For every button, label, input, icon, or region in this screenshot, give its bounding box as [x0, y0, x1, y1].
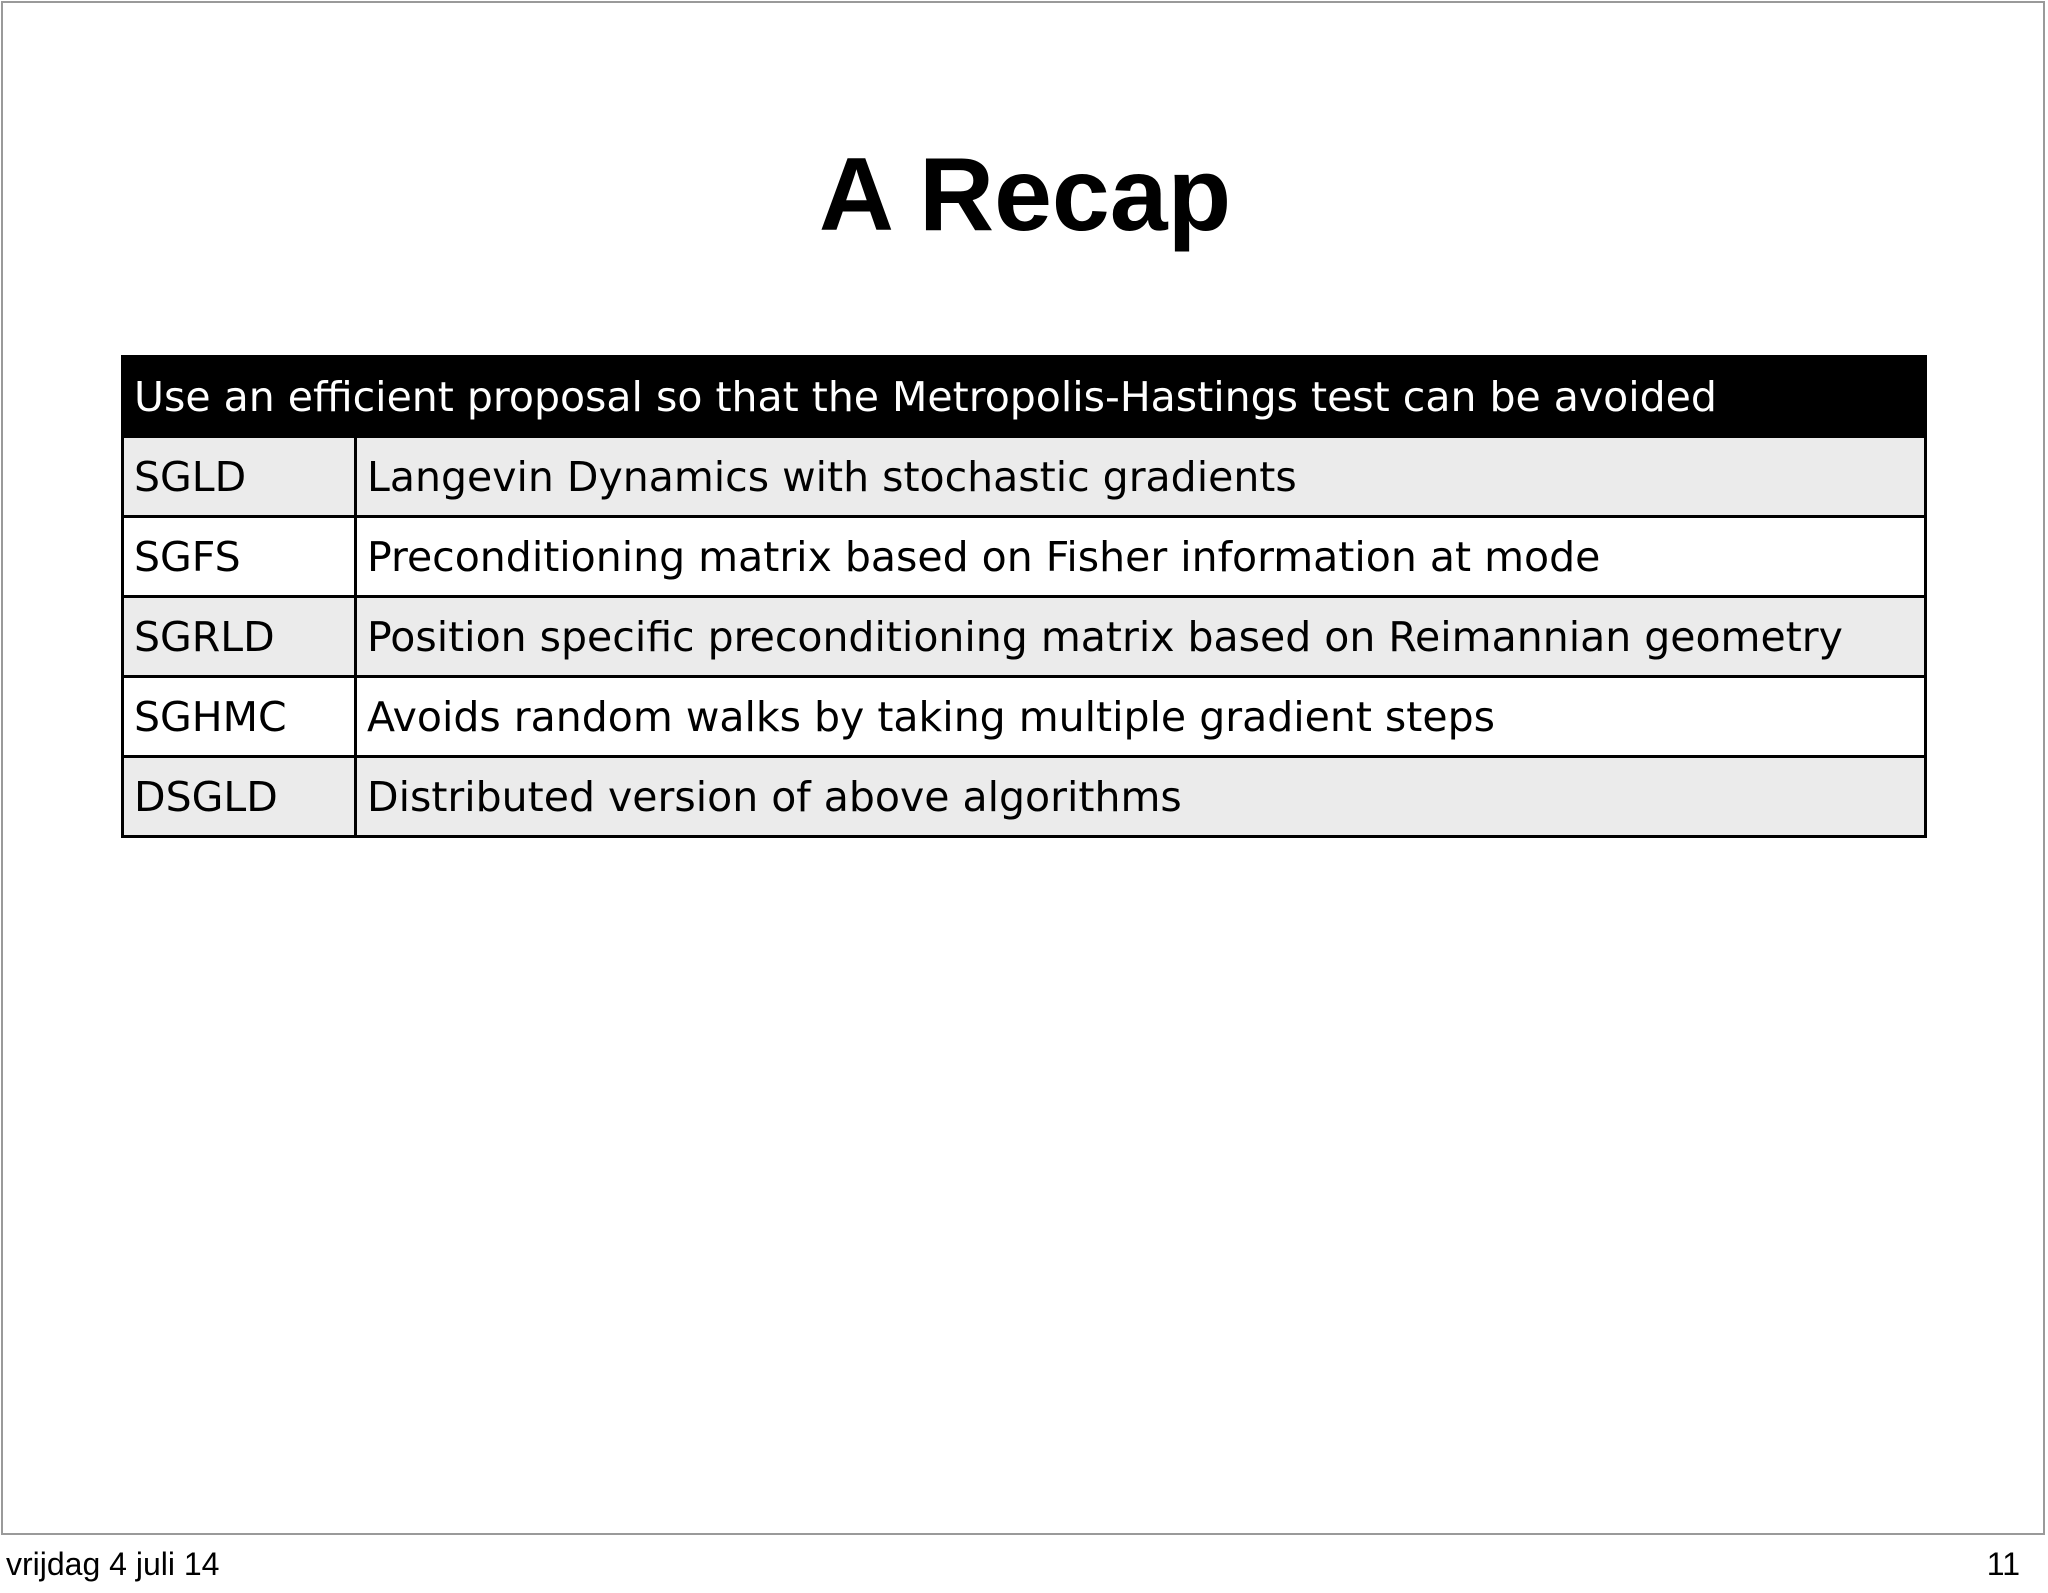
- table-row: [123, 437, 1926, 517]
- algorithm-description: Avoids random walks by taking multiple gradient steps: [356, 677, 1926, 757]
- slide: [1, 1, 2045, 1535]
- table-header: Use an efficient proposal so that the Metropolis-Hastings test can be avoided: [123, 357, 1926, 437]
- table-row: [123, 517, 1926, 597]
- table-row: [123, 677, 1926, 757]
- algorithm-abbr: SGLD: [123, 437, 356, 517]
- table-row: [123, 757, 1926, 837]
- algorithm-description: Position specific preconditioning matrix based on Reimannian geometry: [356, 597, 1926, 677]
- algorithm-description: Distributed version of above algorithms: [356, 757, 1926, 837]
- algorithm-description: Preconditioning matrix based on Fisher information at mode: [356, 517, 1926, 597]
- algorithm-abbr: SGFS: [123, 517, 356, 597]
- algorithm-abbr: SGRLD: [123, 597, 356, 677]
- table-row: [123, 597, 1926, 677]
- recap-table: [121, 355, 1927, 838]
- footer-date: vrijdag 4 juli 14: [6, 1546, 220, 1582]
- page-number: 11: [1986, 1546, 2020, 1582]
- algorithm-description: Langevin Dynamics with stochastic gradients: [356, 437, 1926, 517]
- algorithm-abbr: SGHMC: [123, 677, 356, 757]
- algorithm-abbr: DSGLD: [123, 757, 356, 837]
- table-header-row: [123, 357, 1926, 437]
- slide-title: A Recap: [818, 137, 1232, 253]
